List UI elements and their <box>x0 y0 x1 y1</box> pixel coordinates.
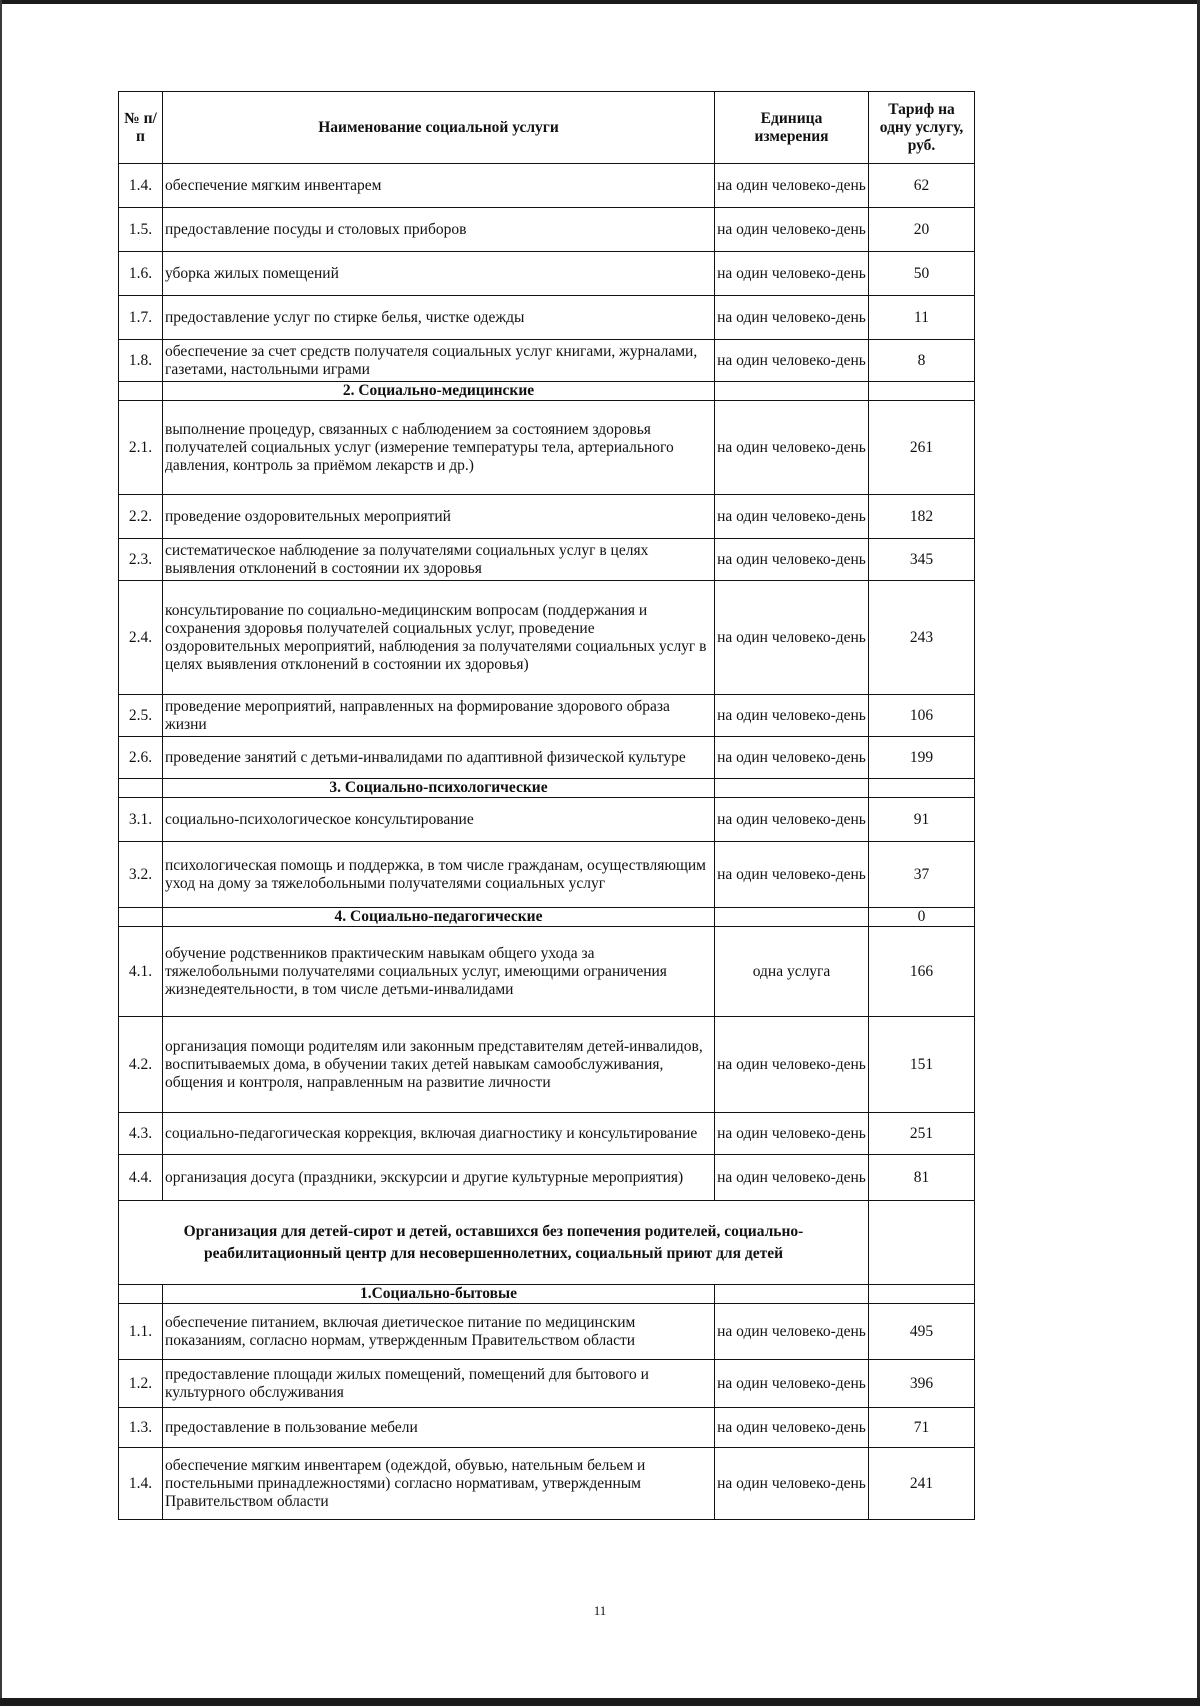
row-number: 1.8. <box>119 340 163 382</box>
service-name: уборка жилых помещений <box>163 252 715 296</box>
section-tariff <box>869 779 975 798</box>
unit-of-measure: на один человеко-день <box>715 1360 869 1408</box>
section-unit-cell <box>715 382 869 401</box>
row-number: 2.3. <box>119 539 163 581</box>
section-title: 1.Социально-бытовые <box>163 1285 715 1304</box>
section-unit-cell <box>715 908 869 927</box>
service-name: предоставление услуг по стирке белья, чистке одежды <box>163 296 715 340</box>
row-number: 2.1. <box>119 401 163 495</box>
unit-of-measure: на один человеко-день <box>715 401 869 495</box>
row-number: 1.5. <box>119 208 163 252</box>
unit-of-measure: на один человеко-день <box>715 798 869 842</box>
header-name: Наименование социальной услуги <box>163 92 715 164</box>
table-row <box>119 164 975 208</box>
service-name: социально-психологическое консультирование <box>163 798 715 842</box>
tariff-value: 182 <box>869 495 975 539</box>
table-header-row <box>119 92 975 164</box>
tariff-value: 62 <box>869 164 975 208</box>
row-number: 1.7. <box>119 296 163 340</box>
table-row <box>119 1304 975 1360</box>
unit-of-measure: на один человеко-день <box>715 1155 869 1201</box>
tariff-table <box>118 91 975 1520</box>
row-number: 3.1. <box>119 798 163 842</box>
table-row <box>119 1408 975 1448</box>
service-name: выполнение процедур, связанных с наблюдением за состоянием здоровья получателей социальных услуг (измерение температуры тела, артериального давления, контроль за приёмом лекарств и др.) <box>163 401 715 495</box>
service-name: организация досуга (праздники, экскурсии и другие культурные мероприятия) <box>163 1155 715 1201</box>
scan-edge-top <box>0 0 1200 4</box>
service-name: проведение мероприятий, направленных на формирование здорового образа жизни <box>163 695 715 737</box>
unit-of-measure: на один человеко-день <box>715 1017 869 1113</box>
unit-of-measure: на один человеко-день <box>715 495 869 539</box>
tariff-value: 241 <box>869 1448 975 1520</box>
tariff-value: 71 <box>869 1408 975 1448</box>
unit-of-measure: на один человеко-день <box>715 539 869 581</box>
organization-row <box>119 1201 975 1285</box>
row-number: 1.4. <box>119 164 163 208</box>
unit-of-measure: на один человеко-день <box>715 340 869 382</box>
section-row <box>119 908 975 927</box>
section-tariff <box>869 382 975 401</box>
tariff-value: 199 <box>869 737 975 779</box>
service-name: консультирование по социально-медицинским вопросам (поддержания и сохранения здоровья получателей социальных услуг, проведение оздоровительных мероприятий, наблюдения за получателями социальных услуг в целях выявления отклонений в состоянии их здоровья) <box>163 581 715 695</box>
service-name: проведение оздоровительных мероприятий <box>163 495 715 539</box>
tariff-value: 261 <box>869 401 975 495</box>
tariff-value: 396 <box>869 1360 975 1408</box>
tariff-value: 106 <box>869 695 975 737</box>
service-name: предоставление в пользование мебели <box>163 1408 715 1448</box>
organization-title: Организация для детей-сирот и детей, оставшихся без попечения родителей, социально-реабилитационный центр для несовершеннолетних, социальный приют для детей <box>119 1201 869 1285</box>
table-body <box>119 164 975 1520</box>
table-row <box>119 401 975 495</box>
tariff-value: 166 <box>869 927 975 1017</box>
table-row <box>119 296 975 340</box>
section-num-cell <box>119 382 163 401</box>
row-number: 4.4. <box>119 1155 163 1201</box>
tariff-value: 37 <box>869 842 975 908</box>
table-row <box>119 539 975 581</box>
service-name: социально-педагогическая коррекция, включая диагностику и консультирование <box>163 1113 715 1155</box>
section-row <box>119 382 975 401</box>
section-unit-cell <box>715 1285 869 1304</box>
row-number: 2.6. <box>119 737 163 779</box>
row-number: 1.3. <box>119 1408 163 1448</box>
row-number: 1.4. <box>119 1448 163 1520</box>
row-number: 4.1. <box>119 927 163 1017</box>
table-row <box>119 495 975 539</box>
section-row <box>119 779 975 798</box>
service-name: предоставление площади жилых помещений, помещений для бытового и культурного обслуживания <box>163 1360 715 1408</box>
row-number: 2.5. <box>119 695 163 737</box>
unit-of-measure: на один человеко-день <box>715 1304 869 1360</box>
section-row <box>119 1285 975 1304</box>
page-number: 11 <box>593 1603 607 1618</box>
section-title: 3. Социально-психологические <box>163 779 715 798</box>
service-name: организация помощи родителям или законным представителям детей-инвалидов, воспитываемых дома, в обучении таких детей навыкам самообслуживания, общения и контроля, направленным на развитие личности <box>163 1017 715 1113</box>
table-row <box>119 737 975 779</box>
unit-of-measure: на один человеко-день <box>715 296 869 340</box>
unit-of-measure: на один человеко-день <box>715 1448 869 1520</box>
table-row <box>119 1448 975 1520</box>
row-number: 4.3. <box>119 1113 163 1155</box>
row-number: 4.2. <box>119 1017 163 1113</box>
section-title: 4. Социально-педагогические <box>163 908 715 927</box>
row-number: 2.2. <box>119 495 163 539</box>
section-num-cell <box>119 779 163 798</box>
tariff-value: 50 <box>869 252 975 296</box>
service-name: обеспечение питанием, включая диетическое питание по медицинским показаниям, согласно нормам, утвержденным Правительством области <box>163 1304 715 1360</box>
header-tariff: Тариф на одну услугу, руб. <box>869 92 975 164</box>
table-row <box>119 252 975 296</box>
unit-of-measure: на один человеко-день <box>715 1113 869 1155</box>
table-row <box>119 842 975 908</box>
service-name: обеспечение мягким инвентарем <box>163 164 715 208</box>
table-row <box>119 1017 975 1113</box>
service-name: обучение родственников практическим навыкам общего ухода за тяжелобольными получателями социальных услуг, имеющими ограничения жизнедеятельности, в том числе детьми-инвалидами <box>163 927 715 1017</box>
unit-of-measure: на один человеко-день <box>715 208 869 252</box>
table-row <box>119 1155 975 1201</box>
service-name: обеспечение за счет средств получателя социальных услуг книгами, журналами, газетами, настольными играми <box>163 340 715 382</box>
unit-of-measure: на один человеко-день <box>715 695 869 737</box>
scan-edge-left <box>0 0 2 1706</box>
section-num-cell <box>119 1285 163 1304</box>
unit-of-measure: на один человеко-день <box>715 581 869 695</box>
table-row <box>119 581 975 695</box>
unit-of-measure: на один человеко-день <box>715 164 869 208</box>
organization-tariff-cell <box>869 1201 975 1285</box>
section-tariff <box>869 1285 975 1304</box>
scan-edge-bottom <box>0 1698 1200 1706</box>
tariff-value: 11 <box>869 296 975 340</box>
tariff-value: 243 <box>869 581 975 695</box>
service-name: психологическая помощь и поддержка, в том числе гражданам, осуществляющим уход на дому за тяжелобольными получателями социальных услуг <box>163 842 715 908</box>
service-name: предоставление посуды и столовых приборов <box>163 208 715 252</box>
section-tariff: 0 <box>869 908 975 927</box>
table-row <box>119 208 975 252</box>
service-name: систематическое наблюдение за получателями социальных услуг в целях выявления отклонений в состоянии их здоровья <box>163 539 715 581</box>
table-row <box>119 340 975 382</box>
row-number: 1.2. <box>119 1360 163 1408</box>
section-num-cell <box>119 908 163 927</box>
header-unit: Единица измерения <box>715 92 869 164</box>
section-title: 2. Социально-медицинские <box>163 382 715 401</box>
unit-of-measure: на один человеко-день <box>715 252 869 296</box>
tariff-value: 81 <box>869 1155 975 1201</box>
tariff-value: 495 <box>869 1304 975 1360</box>
section-unit-cell <box>715 779 869 798</box>
tariff-value: 8 <box>869 340 975 382</box>
tariff-value: 151 <box>869 1017 975 1113</box>
tariff-value: 91 <box>869 798 975 842</box>
header-num: № п/п <box>119 92 163 164</box>
table-row <box>119 1360 975 1408</box>
unit-of-measure: одна услуга <box>715 927 869 1017</box>
tariff-value: 251 <box>869 1113 975 1155</box>
table-row <box>119 798 975 842</box>
service-name: проведение занятий с детьми-инвалидами по адаптивной физической культуре <box>163 737 715 779</box>
unit-of-measure: на один человеко-день <box>715 1408 869 1448</box>
row-number: 3.2. <box>119 842 163 908</box>
table-row <box>119 695 975 737</box>
row-number: 1.1. <box>119 1304 163 1360</box>
tariff-value: 20 <box>869 208 975 252</box>
table-row <box>119 927 975 1017</box>
unit-of-measure: на один человеко-день <box>715 842 869 908</box>
service-name: обеспечение мягким инвентарем (одеждой, обувью, нательным бельем и постельными принадлежностями) согласно нормативам, утвержденным Правительством области <box>163 1448 715 1520</box>
table-row <box>119 1113 975 1155</box>
row-number: 1.6. <box>119 252 163 296</box>
row-number: 2.4. <box>119 581 163 695</box>
unit-of-measure: на один человеко-день <box>715 737 869 779</box>
tariff-value: 345 <box>869 539 975 581</box>
